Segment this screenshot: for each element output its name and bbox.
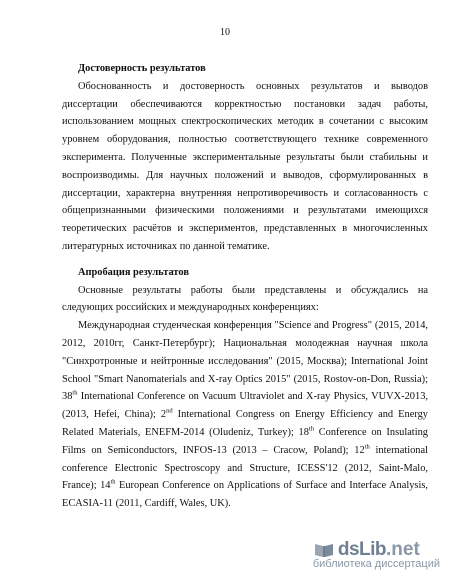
page-number: 10 — [220, 27, 230, 38]
watermark-tagline: библиотека диссертаций — [312, 558, 440, 570]
ordinal-suffix: th — [72, 389, 78, 397]
approbation-intro-paragraph: Основные результаты работы были представлены и обсуждались на следующих российских и международных конференциях: — [62, 284, 428, 314]
section-gap — [62, 256, 428, 264]
ordinal-suffix: th — [364, 443, 370, 451]
ordinal-suffix: th — [308, 425, 314, 433]
reliability-paragraph: Обоснованность и достоверность основных результатов и выводов диссертации обеспечиваются корректностью постановки задач работы, использованием мощных спектроскопических методик в сочетании с высоким уровнем оборудования, полностью соответствующего технике современного эксперимента. Полученные экспериментальные результаты были стабильны и воспроизводимы. Для научных положений и выводов, сформулированных в диссертации, характерна внутренняя непротиворечивость и согласованность с общепризнанными физическими положениями и результатами имеющихся теоретических расчётов и экспериментов, представленных в многочисленных литературных источниках по данной тематике. — [62, 80, 428, 252]
section-heading-approbation: Апробация результатов — [78, 266, 189, 278]
ordinal-suffix: nd — [166, 407, 173, 415]
conferences-text-1: Международная студенческая конференция "Science and Progress" (2015, 2014, 2012, 2010гг, Санкт-Петербург); Национальная молодежная научная школа "Синхротронные и нейтронные исследования" (2015, Москва); International Joint School "Smart Nanomaterials and X-ray Optics 2015" (2015, Rostov-on-Don, Russia); 38 — [62, 320, 428, 403]
ordinal-suffix: th — [110, 478, 116, 486]
watermark-logo-text: dsLib — [337, 539, 387, 560]
dslib-watermark[interactable] — [313, 539, 440, 570]
conferences-text-5: international conference Electronic Spectroscopy and Structure, ICESS'12 (2012, Saint-Malo, France); 14 — [62, 444, 428, 492]
section-heading-reliability: Достоверность результатов — [78, 63, 206, 74]
watermark-logo-suffix: .net — [386, 539, 420, 560]
conferences-text-3: International Congress on Energy Efficiency and Energy Related Materials, ENEFM-2014 (Oludeniz, Turkey); 18 — [62, 409, 428, 438]
conferences-text-4: Conference on Insulating Films on Semiconductors, INFOS-13 (2013 – Cracow, Poland); 12 — [62, 426, 428, 456]
book-icon — [313, 541, 335, 559]
document-body — [62, 60, 428, 513]
conferences-text-6: European Conference on Applications of Surface and Interface Analysis, ECASIA-11 (2011, Cardiff, Wales, UK). — [62, 480, 429, 510]
conferences-text-2: International Conference on Vacuum Ultraviolet and X-ray Physics, VUVX-2013, (2013, Hefei, China); 2 — [62, 391, 428, 421]
conferences-paragraph — [62, 317, 428, 513]
